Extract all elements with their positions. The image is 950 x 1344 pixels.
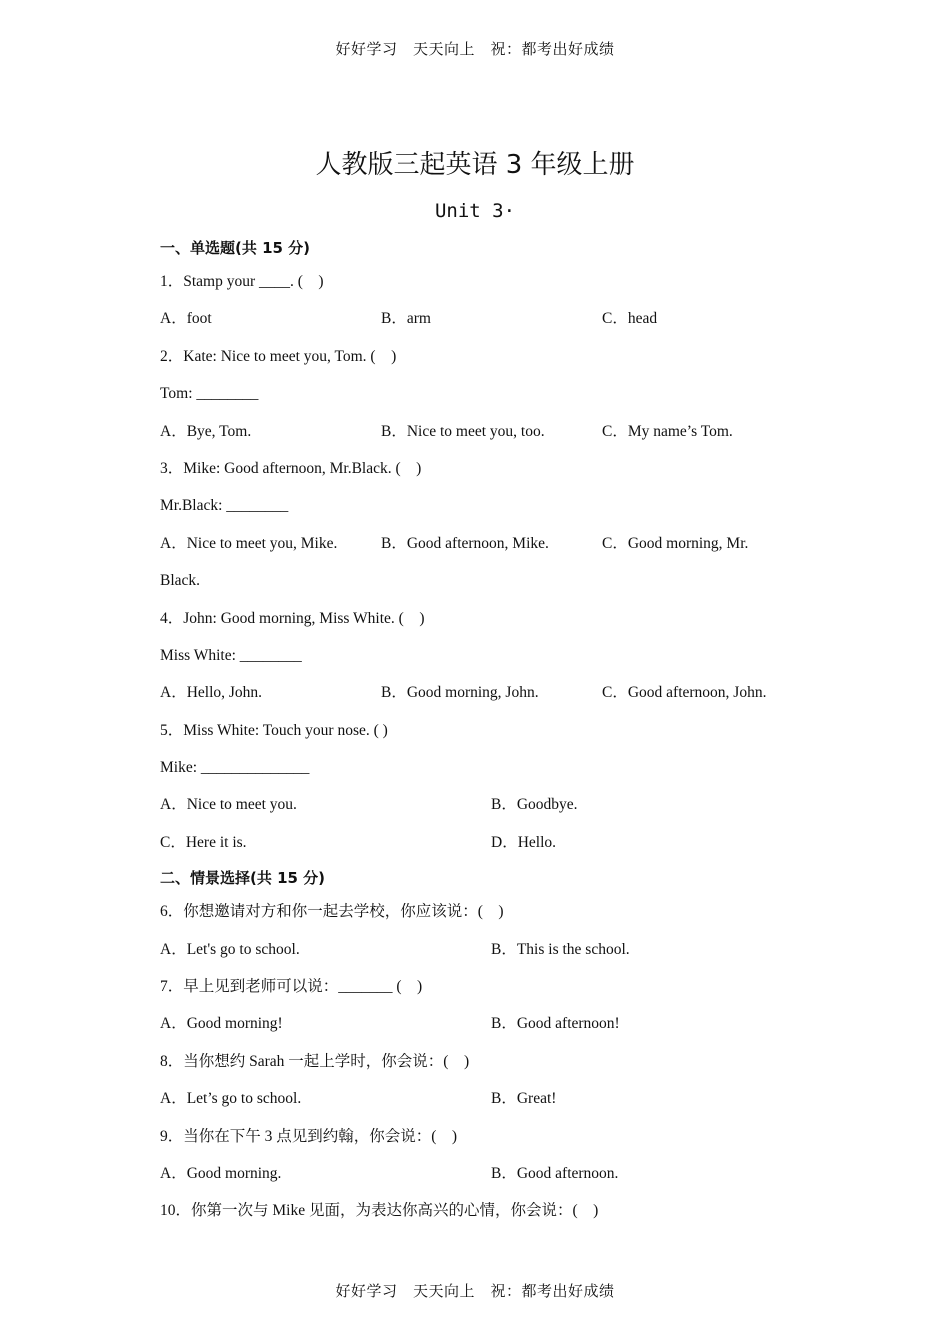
question-5-options-row-2 xyxy=(160,824,800,861)
option-c: C．Good afternoon, John. xyxy=(602,684,767,702)
option-b: B．Goodbye. xyxy=(491,796,578,814)
question-8-options xyxy=(160,1080,800,1117)
option-c: C．head xyxy=(602,310,658,328)
option-b: B．Nice to meet you, too. xyxy=(381,422,545,440)
question-7-stem: 7．早上见到老师可以说：_______ ( ) xyxy=(160,978,423,996)
question-5-response-line: Mike: ______________ xyxy=(160,759,310,777)
question-7-options xyxy=(160,1005,800,1042)
document-subtitle: Unit 3· xyxy=(434,200,516,222)
page-header: 好好学习 天天向上 祝：都考出好成绩 xyxy=(335,40,615,58)
option-b: B．Good afternoon, Mike. xyxy=(381,534,549,552)
question-content xyxy=(160,233,800,1230)
question-6-options xyxy=(160,931,800,968)
question-5-options-row-1 xyxy=(160,786,800,823)
question-1-options xyxy=(160,300,800,337)
option-a: A．foot xyxy=(160,310,212,328)
option-b: B．Great! xyxy=(491,1090,557,1108)
question-4-stem: 4．John: Good morning, Miss White. ( ) xyxy=(160,609,425,627)
option-a: A．Let’s go to school. xyxy=(160,1090,302,1108)
question-1-stem: 1．Stamp your ____. ( ) xyxy=(160,273,324,290)
option-c: C．My name’s Tom. xyxy=(602,422,733,440)
option-d: D．Hello. xyxy=(491,833,557,851)
question-9-options xyxy=(160,1155,800,1192)
question-2-stem: 2．Kate: Nice to meet you, Tom. ( ) xyxy=(160,347,397,365)
document-title: 人教版三起英语 3 年级上册 xyxy=(315,150,635,180)
option-b: B．Good afternoon. xyxy=(491,1164,619,1182)
question-10-stem: 10．你第一次与 Mike 见面，为表达你高兴的心情，你会说：( ) xyxy=(160,1202,599,1220)
option-a: A．Hello, John. xyxy=(160,684,263,702)
option-b: B．Good morning, John. xyxy=(381,684,539,702)
option-c: C．Good morning, Mr. xyxy=(602,534,749,552)
question-4-options xyxy=(160,674,800,711)
question-3-stem: 3．Mike: Good afternoon, Mr.Black. ( ) xyxy=(160,459,422,477)
question-9-stem: 9．当你在下午 3 点见到约翰，你会说：( ) xyxy=(160,1127,458,1145)
page-footer: 好好学习 天天向上 祝：都考出好成绩 xyxy=(335,1282,615,1300)
option-a: A．Nice to meet you. xyxy=(160,796,297,814)
option-a: A．Good morning! xyxy=(160,1015,283,1033)
option-a: A．Let's go to school. xyxy=(160,940,300,958)
option-a: A．Nice to meet you, Mike. xyxy=(160,534,338,552)
option-c: C．Here it is. xyxy=(160,833,247,851)
question-3-response-line: Mr.Black: ________ xyxy=(160,497,289,515)
question-2-response-line: Tom: ________ xyxy=(160,385,259,403)
option-b: B．This is the school. xyxy=(491,940,630,958)
section-heading-single-choice: 一、单选题(共 15 分) xyxy=(160,239,311,257)
question-8-stem: 8．当你想约 Sarah 一起上学时，你会说：( ) xyxy=(160,1052,470,1070)
question-5-stem: 5．Miss White: Touch your nose. ( ) xyxy=(160,721,388,739)
question-3-option-c-continued: Black. xyxy=(160,572,201,590)
question-6-stem: 6．你想邀请对方和你一起去学校，你应该说：( ) xyxy=(160,903,504,921)
option-a: A．Good morning. xyxy=(160,1164,282,1182)
question-3-options xyxy=(160,525,800,562)
question-4-response-line: Miss White: ________ xyxy=(160,646,302,664)
question-2-options xyxy=(160,413,800,450)
option-a: A．Bye, Tom. xyxy=(160,422,252,440)
section-heading-situational-choice: 二、情景选择(共 15 分) xyxy=(160,869,326,888)
option-b: B．Good afternoon! xyxy=(491,1015,620,1033)
option-b: B．arm xyxy=(381,310,431,328)
